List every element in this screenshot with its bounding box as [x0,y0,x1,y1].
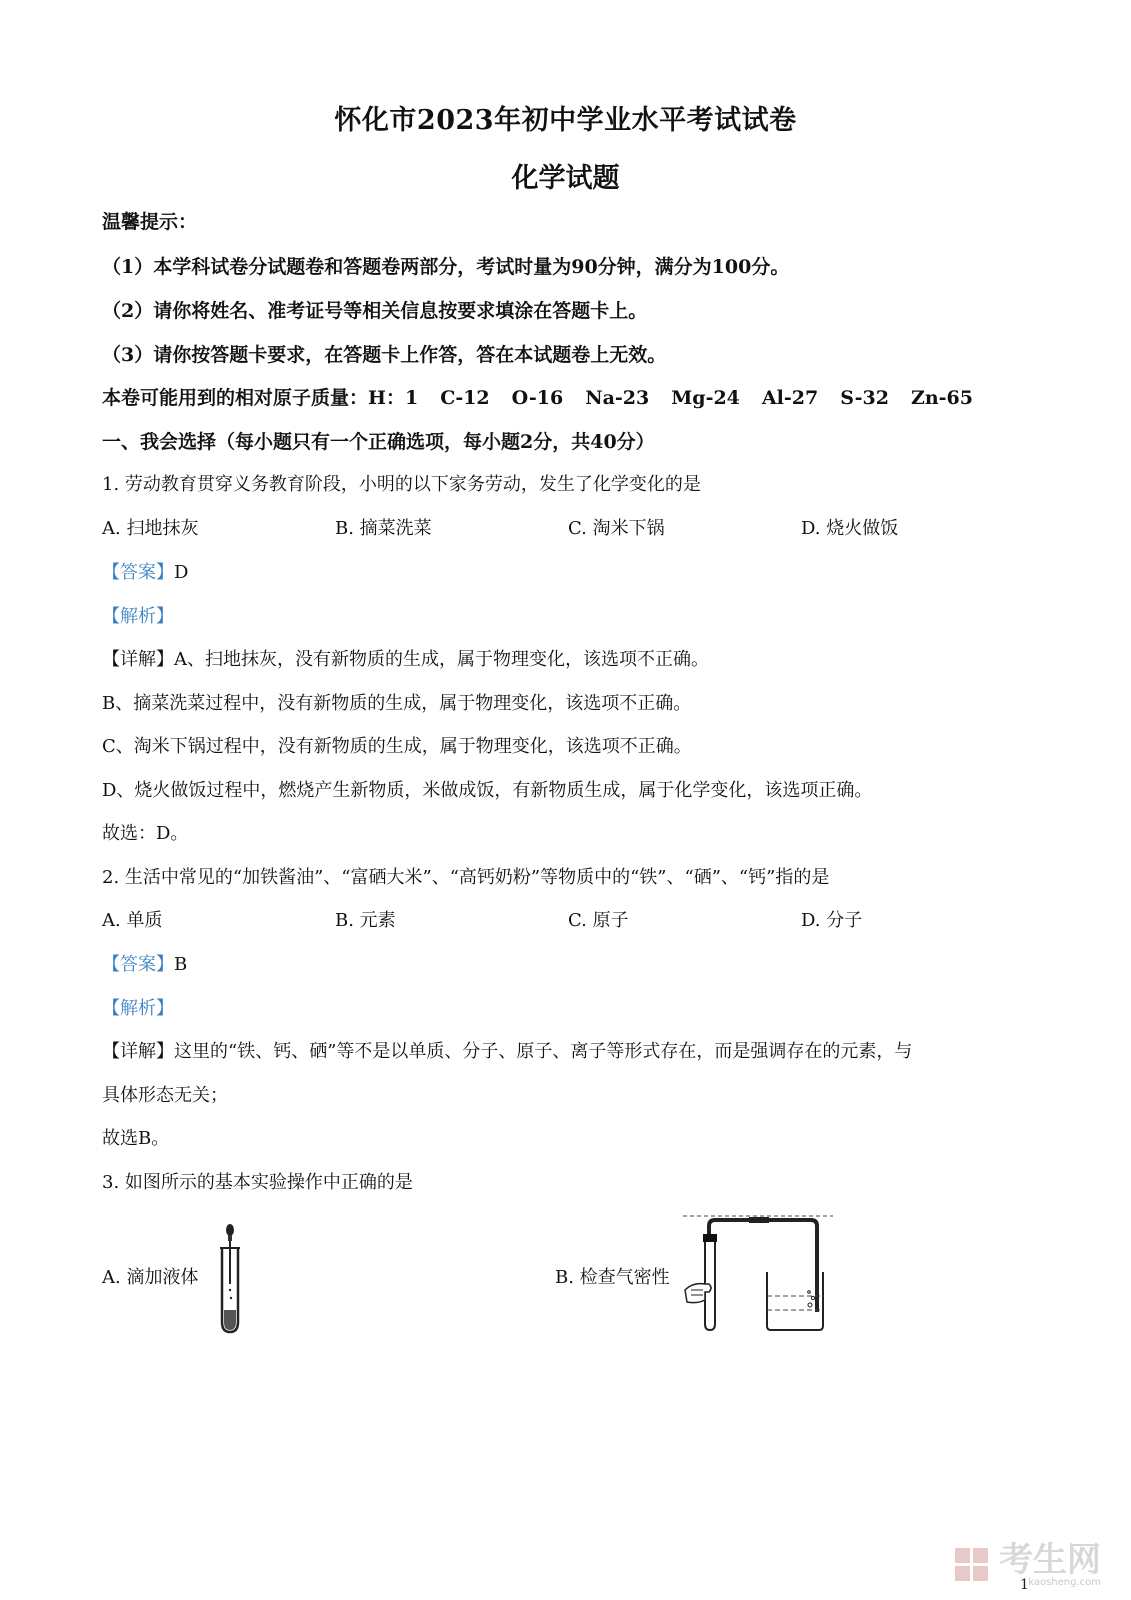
q1-detail-4: D、烧火做饭过程中，燃烧产生新物质，米做成饭，有新物质生成，属于化学变化，该选项正确。 [102,780,873,801]
atomic-mass-s: S-32 [840,387,889,409]
q2-detail-2: 具体形态无关； [102,1085,228,1106]
q1-option-b: B. 摘菜洗菜 [335,518,432,539]
q2-option-b: B. 元素 [335,910,396,931]
atomic-mass-na: Na-23 [585,387,650,409]
q1-analysis-tag: 【解析】 [102,606,174,627]
notice-item-3: （3）请你按答题卡要求，在答题卡上作答，答在本试题卷上无效。 [102,344,667,366]
q1-answer-value: D [174,562,189,583]
atomic-mass-h: H：1 [368,387,419,409]
q2-answer [102,953,187,977]
q3-option-a: A. 滴加液体 [102,1267,199,1288]
q1-stem: 1. 劳动教育贯穿义务教育阶段，小明的以下家务劳动，发生了化学变化的是 [102,474,701,495]
q1-option-c: C. 淘米下锅 [568,518,665,539]
stopper-icon [703,1234,717,1242]
atomic-mass-zn: Zn-65 [910,387,973,409]
beaker-icon [767,1272,823,1330]
q1-detail-2: B、摘菜洗菜过程中，没有新物质的生成，属于物理变化，该选项不正确。 [102,693,692,714]
atomic-mass-mg: Mg-24 [671,387,740,409]
section-heading: 一、我会选择（每小题只有一个正确选项，每小题2分，共40分） [102,431,655,453]
q2-option-d: D. 分子 [801,910,863,931]
hand-icon [685,1284,711,1303]
q2-detail-1: 【详解】这里的“铁、钙、硒”等不是以单质、分子、原子、离子等形式存在，而是强调存在的元素，与 [102,1041,913,1062]
watermark-text: 考生网 [999,1540,1101,1580]
atomic-mass-label: 本卷可能用到的相对原子质量： [102,387,369,409]
q1-answer [102,561,188,585]
q1-detail-1: 【详解】A、扫地抹灰，没有新物质的生成，属于物理变化，该选项不正确。 [102,649,709,670]
q3-option-b: B. 检查气密性 [555,1267,670,1288]
page-number: 1 [1020,1577,1029,1593]
q2-answer-value: B [174,954,188,975]
q2-detail-3: 故选B。 [102,1128,170,1149]
notice-item-1: （1）本学科试卷分试题卷和答题卷两部分，考试时量为90分钟，满分为100分。 [102,256,790,278]
q1-detail-3: C、淘米下锅过程中，没有新物质的生成，属于物理变化，该选项不正确。 [102,736,692,757]
atomic-mass-o: O-16 [511,387,564,409]
watermark-site: kaosheng.com [1028,1577,1101,1588]
dropper-bulb-icon [226,1224,234,1236]
delivery-tube-icon [709,1220,817,1312]
atomic-mass-c: C-12 [440,387,490,409]
q1-detail-5: 故选：D。 [102,823,189,844]
notice-item-2: （2）请你将姓名、准考证号等相关信息按要求填涂在答题卡上。 [102,300,648,322]
q2-answer-tag: 【答案】 [102,954,174,975]
page-title: 怀化市2023年初中学业水平考试试卷 [334,105,797,136]
watermark-logo-icon [955,1548,991,1584]
q1-option-d: D. 烧火做饭 [801,518,899,539]
notice-heading: 温馨提示： [102,211,198,233]
q2-option-a: A. 单质 [102,910,163,931]
dropper-test-tube-figure [213,1222,247,1334]
q2-analysis-tag: 【解析】 [102,998,174,1019]
page-subtitle: 化学试题 [511,163,620,194]
q1-option-a: A. 扫地抹灰 [102,518,199,539]
q1-answer-tag: 【答案】 [102,562,174,583]
q2-stem: 2. 生活中常见的“加铁酱油”、“富硒大米”、“高钙奶粉”等物质中的“铁”、“硒”、“钙”指的是 [102,867,830,888]
atomic-mass-al: Al-27 [761,387,819,409]
q2-option-c: C. 原子 [568,910,629,931]
atomic-mass-line [102,386,995,410]
q3-stem: 3. 如图所示的基本实验操作中正确的是 [102,1172,413,1193]
airtightness-check-figure [683,1212,833,1334]
